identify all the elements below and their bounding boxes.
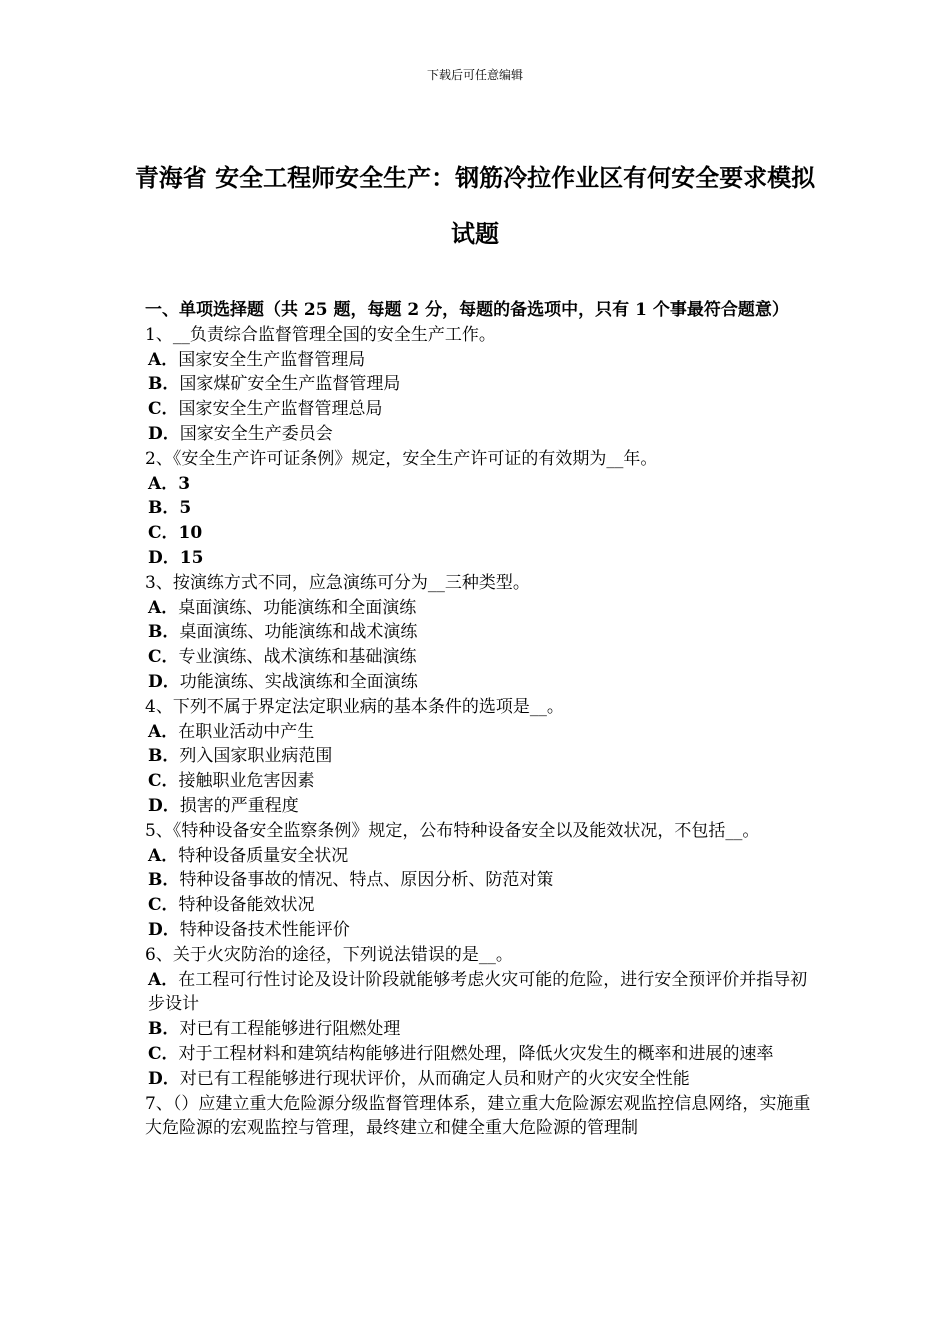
- option-text: 特种设备事故的情况、特点、原因分析、防范对策: [179, 870, 554, 891]
- option-text: 损害的严重程度: [179, 795, 299, 816]
- option-text: 特种设备质量安全状况: [178, 845, 349, 866]
- option-b: [145, 496, 813, 521]
- option-text: 在职业活动中产生: [178, 721, 315, 742]
- option-letter: B．: [148, 746, 180, 767]
- question-stem: 3、按演练方式不同，应急演练可分为__三种类型。: [145, 572, 530, 593]
- option-letter: C．: [148, 399, 179, 420]
- option-a: [145, 968, 813, 1018]
- option-letter: D．: [148, 671, 180, 692]
- option-text: 桌面演练、功能演练和战术演练: [179, 622, 418, 643]
- option-text: 特种设备能效状况: [178, 895, 315, 916]
- option-d: [145, 1067, 813, 1092]
- option-text: 3: [178, 473, 191, 494]
- option-text: 国家安全生产监督管理总局: [178, 399, 383, 420]
- option-letter: C．: [148, 895, 179, 916]
- option-text: 国家安全生产监督管理局: [178, 349, 366, 370]
- question-6: [145, 943, 813, 1092]
- option-letter: A．: [148, 721, 179, 742]
- option-d: [145, 918, 813, 943]
- option-d: [145, 546, 813, 571]
- option-letter: A．: [148, 597, 179, 618]
- option-text: 专业演练、战术演练和基础演练: [178, 647, 417, 668]
- option-letter: D．: [148, 919, 180, 940]
- question-7: [145, 1092, 813, 1142]
- option-text: 接触职业危害因素: [178, 771, 315, 792]
- option-text: 列入国家职业病范围: [179, 746, 333, 767]
- section-heading: 一、单项选择题（共 25 题，每题 2 分，每题的备选项中，只有 1 个事最符合题意）: [145, 300, 789, 320]
- option-a: [145, 348, 813, 373]
- question-stem: 5、《特种设备安全监察条例》规定，公布特种设备安全以及能效状况，不包括__。: [145, 820, 760, 841]
- question-2: [145, 447, 813, 571]
- question-5: [145, 819, 813, 943]
- option-c: [145, 893, 813, 918]
- option-b: [145, 868, 813, 893]
- option-c: [145, 397, 813, 422]
- question-stem: 2、《安全生产许可证条例》规定，安全生产许可证的有效期为__年。: [145, 448, 658, 469]
- option-c: [145, 1042, 813, 1067]
- option-text: 桌面演练、功能演练和全面演练: [178, 597, 417, 618]
- option-letter: D．: [148, 795, 180, 816]
- option-a: [145, 844, 813, 869]
- question-stem: 7、（）应建立重大危险源分级监督管理体系，建立重大危险源宏观监控信息网络，实施重大危险源的宏观监控与管理，最终建立和健全重大危险源的管理制: [145, 1093, 811, 1139]
- option-letter: A．: [148, 349, 179, 370]
- question-1: [145, 323, 813, 447]
- option-letter: B．: [148, 622, 180, 643]
- option-a: [145, 720, 813, 745]
- option-a: [145, 596, 813, 621]
- option-letter: D．: [148, 547, 180, 568]
- option-a: [145, 472, 813, 497]
- option-letter: D．: [148, 423, 180, 444]
- option-letter: B．: [148, 1019, 180, 1040]
- option-letter: B．: [148, 870, 180, 891]
- option-letter: D．: [148, 1068, 180, 1089]
- option-text: 国家煤矿安全生产监督管理局: [179, 374, 401, 395]
- document-body: [145, 298, 813, 1141]
- question-stem: 6、关于火灾防治的途径，下列说法错误的是__。: [145, 944, 513, 965]
- option-text: 功能演练、实战演练和全面演练: [179, 671, 418, 692]
- question-4: [145, 695, 813, 819]
- option-b: [145, 372, 813, 397]
- option-text: 对于工程材料和建筑结构能够进行阻燃处理，降低火灾发生的概率和进展的速率: [178, 1043, 774, 1064]
- option-text: 10: [178, 523, 203, 544]
- option-d: [145, 794, 813, 819]
- option-letter: C．: [148, 647, 179, 668]
- option-letter: A．: [148, 845, 179, 866]
- option-letter: B．: [148, 374, 180, 395]
- option-letter: A．: [148, 969, 179, 990]
- option-text: 对已有工程能够进行阻燃处理: [179, 1019, 401, 1040]
- option-c: [145, 769, 813, 794]
- option-d: [145, 422, 813, 447]
- header-note: 下载后可任意编辑: [426, 68, 523, 82]
- document-title: 青海省 安全工程师安全生产：钢筋冷拉作业区有何安全要求模拟试题: [134, 163, 816, 248]
- question-stem: 4、下列不属于界定法定职业病的基本条件的选项是__。: [145, 696, 564, 717]
- option-letter: C．: [148, 523, 179, 544]
- option-c: [145, 521, 813, 546]
- option-text: 15: [179, 547, 204, 568]
- option-b: [145, 1017, 813, 1042]
- option-text: 对已有工程能够进行现状评价，从而确定人员和财产的火灾安全性能: [179, 1068, 690, 1089]
- option-d: [145, 670, 813, 695]
- option-text: 5: [179, 498, 192, 519]
- question-3: [145, 571, 813, 695]
- option-b: [145, 744, 813, 769]
- option-letter: C．: [148, 771, 179, 792]
- option-letter: A．: [148, 473, 179, 494]
- option-c: [145, 645, 813, 670]
- question-stem: 1、__负责综合监督管理全国的安全生产工作。: [145, 324, 496, 345]
- option-text: 国家安全生产委员会: [179, 423, 333, 444]
- option-text: 特种设备技术性能评价: [179, 919, 350, 940]
- option-letter: C．: [148, 1043, 179, 1064]
- option-letter: B．: [148, 498, 180, 519]
- option-b: [145, 620, 813, 645]
- option-text: 在工程可行性讨论及设计阶段就能够考虑火灾可能的危险，进行安全预评价并指导初步设计: [148, 969, 808, 1015]
